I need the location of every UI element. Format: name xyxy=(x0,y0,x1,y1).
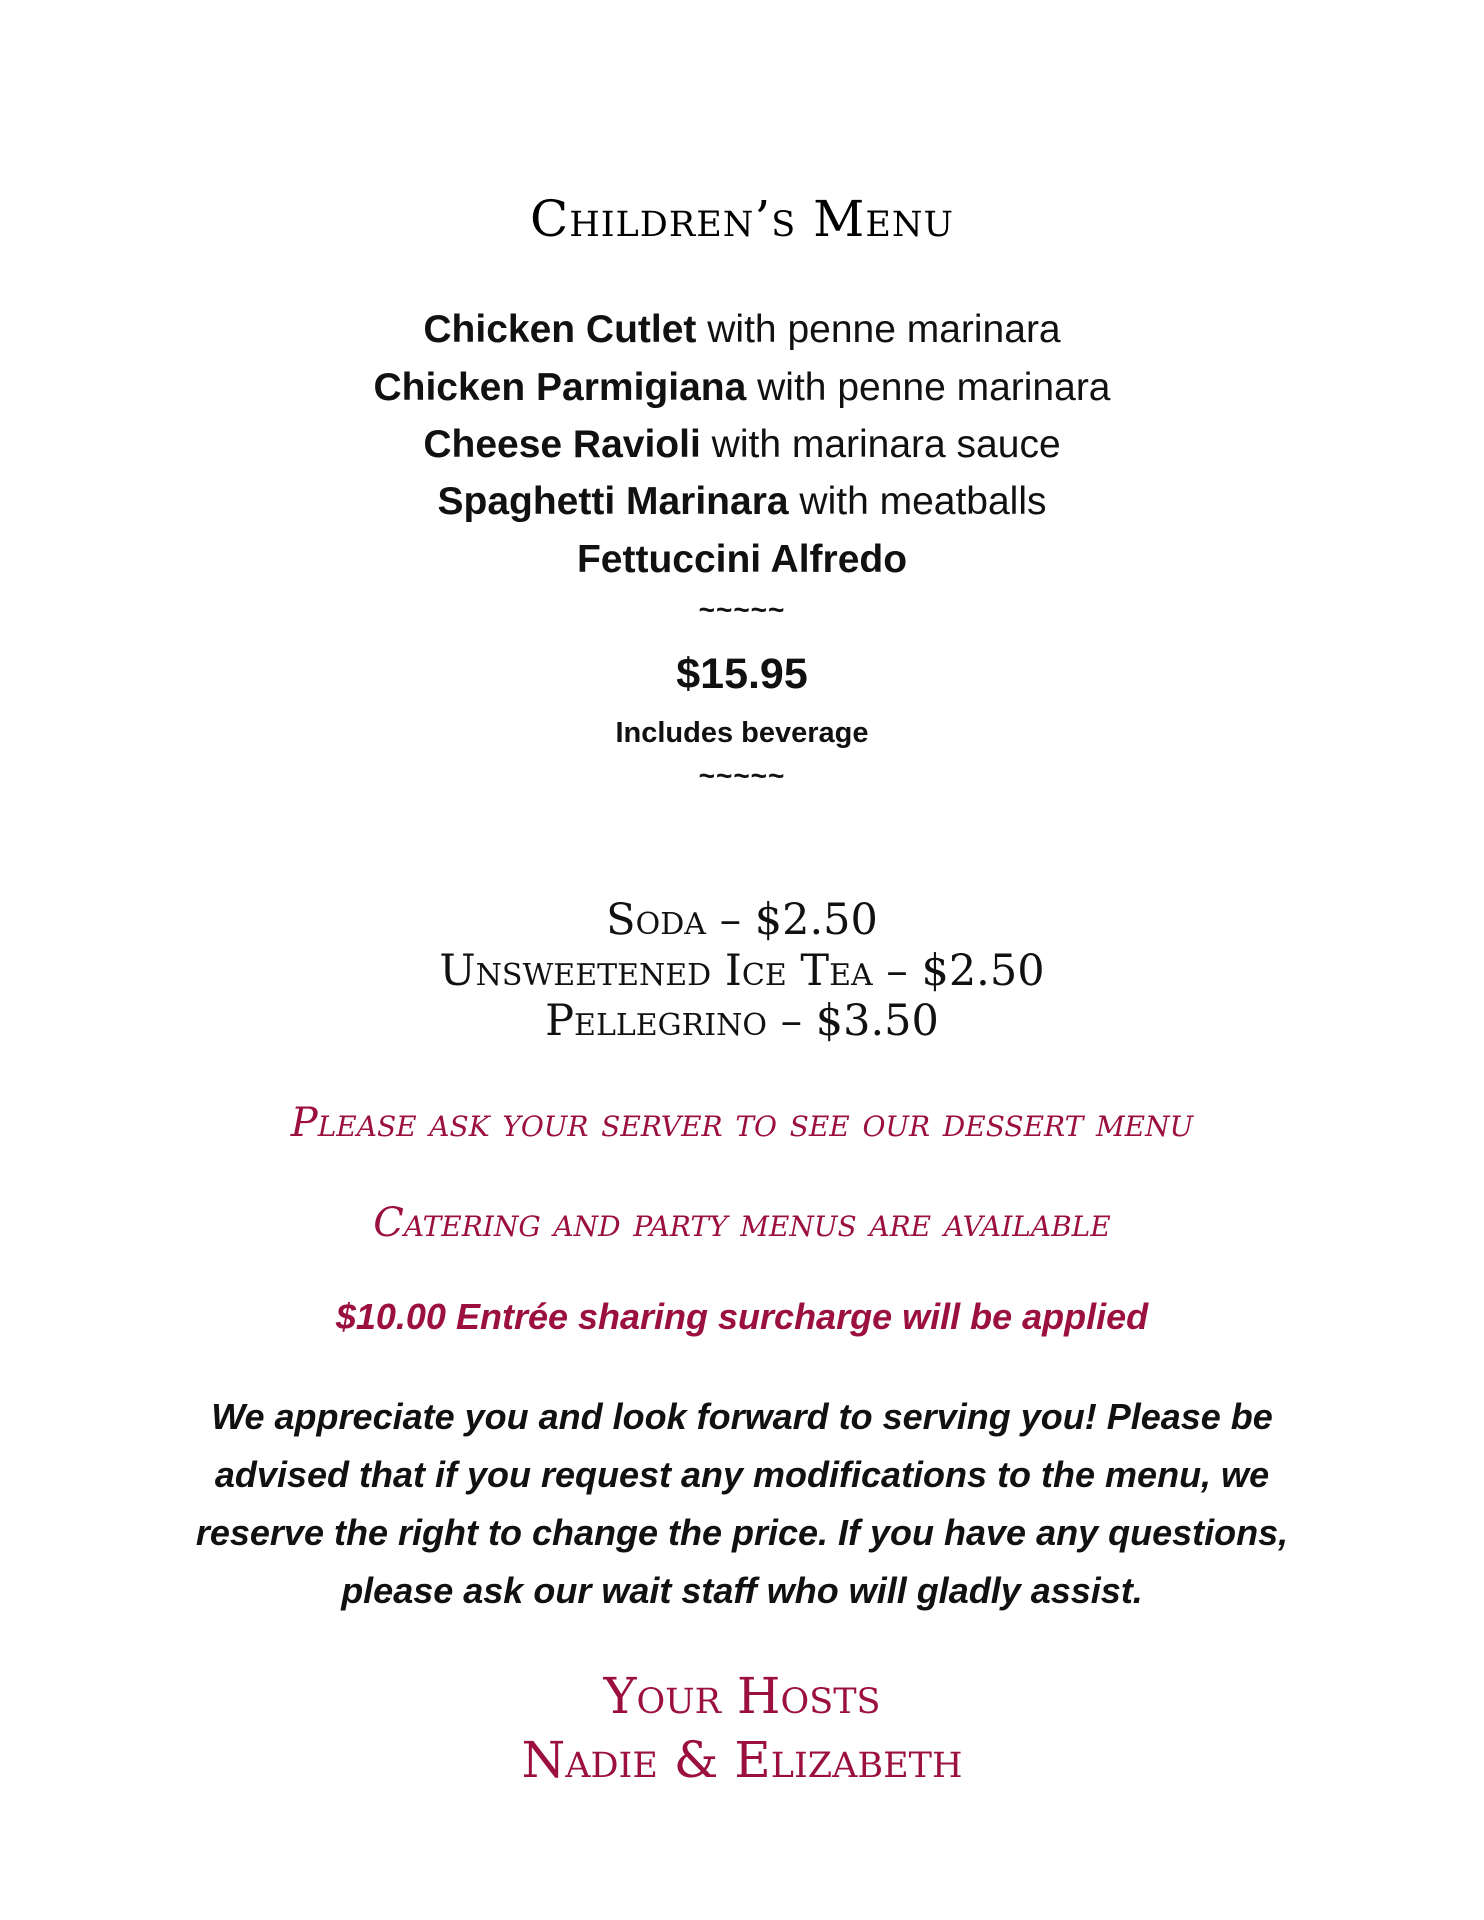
beverage-item: Pellegrino – $3.50 xyxy=(545,996,939,1046)
policy-note-line: We appreciate you and look forward to serving you! Please be xyxy=(211,1396,1273,1437)
beverage-item: Unsweetened Ice Tea – $2.50 xyxy=(439,946,1045,996)
menu-item-name: Spaghetti Marinara xyxy=(437,480,789,523)
policy-note-line: advised that if you request any modifications to the menu, we xyxy=(214,1454,1270,1495)
menu-item xyxy=(0,364,1484,412)
policy-note xyxy=(0,1388,1484,1620)
hosts-names: Nadie & Elizabeth xyxy=(521,1731,963,1789)
menu-item-desc: with penne marinara xyxy=(746,366,1111,409)
menu-item xyxy=(0,421,1484,469)
policy-note-line: please ask our wait staff who will gladly assist. xyxy=(341,1570,1143,1611)
menu-item xyxy=(0,478,1484,526)
menu-title: Children’s Menu xyxy=(529,190,955,248)
menu-item-desc: with marinara sauce xyxy=(700,423,1061,466)
menu-item-name: Cheese Ravioli xyxy=(423,423,701,466)
policy-note-line: reserve the right to change the price. If you have any questions, xyxy=(195,1512,1289,1553)
menu-item-name: Chicken Parmigiana xyxy=(373,366,747,409)
surcharge-notice: $10.00 Entrée sharing surcharge will be applied xyxy=(335,1296,1149,1337)
menu-item xyxy=(0,306,1484,354)
menu-item-name: Chicken Cutlet xyxy=(423,308,697,351)
hosts-heading: Your Hosts xyxy=(603,1667,881,1725)
dessert-notice: Please ask your server to see our dessert menu xyxy=(290,1100,1194,1146)
price: $15.95 xyxy=(676,650,808,698)
beverage-item: Soda – $2.50 xyxy=(606,895,878,945)
divider-bottom: ~~~~~ xyxy=(698,760,786,791)
menu-item-desc: with penne marinara xyxy=(696,308,1061,351)
menu-item xyxy=(0,536,1484,584)
divider-top: ~~~~~ xyxy=(698,594,786,625)
catering-notice: Catering and party menus are available xyxy=(373,1200,1111,1246)
menu-item-name: Fettuccini Alfredo xyxy=(576,538,908,581)
price-note: Includes beverage xyxy=(615,717,869,749)
menu-item-desc: with meatballs xyxy=(788,480,1047,523)
